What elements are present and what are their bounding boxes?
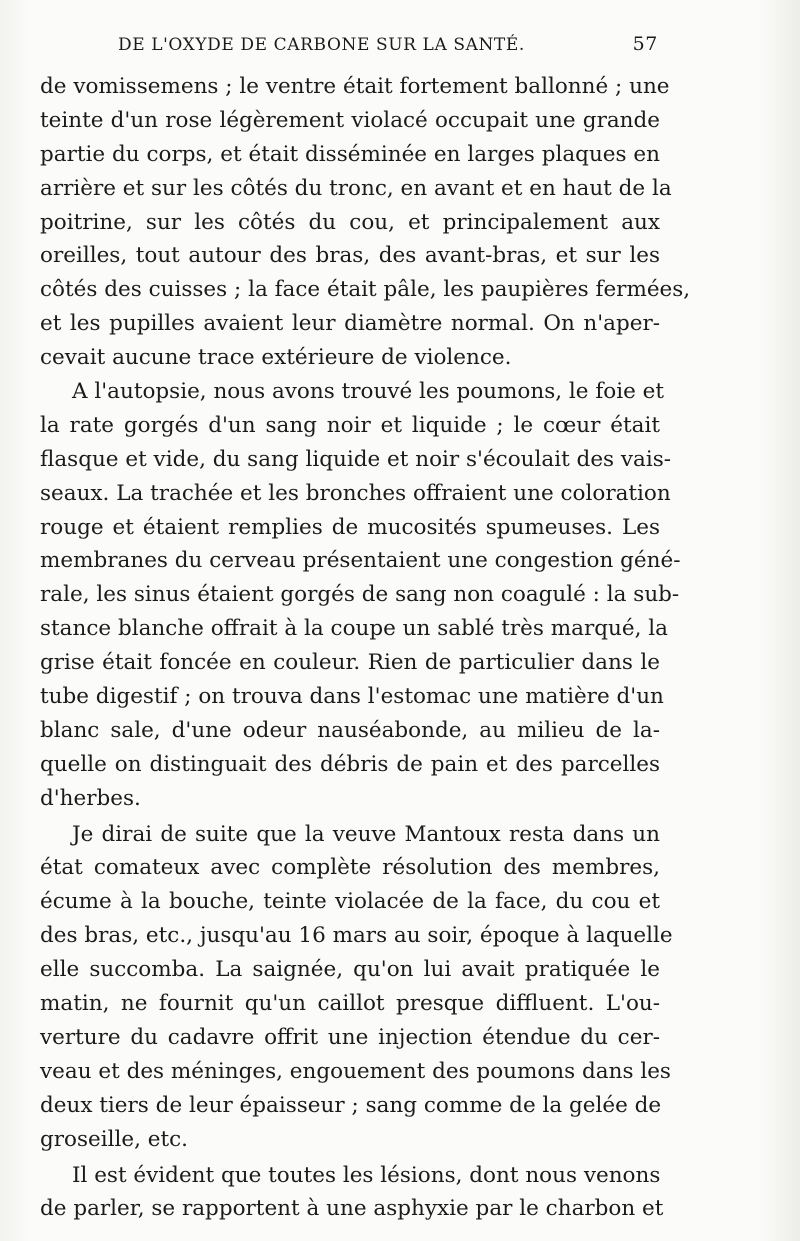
- text-line: état comateux avec complète résolution des membres,: [40, 855, 660, 881]
- text-line: groseille, etc.: [40, 1126, 189, 1152]
- paragraph: [40, 70, 691, 375]
- text-line: A l'autopsie, nous avons trouvé les poumons, le foie et: [72, 379, 665, 405]
- text-line: cevait aucune trace extérieure de violence.: [40, 345, 512, 371]
- text-line: et les pupilles avaient leur diamètre normal. On n'aper-: [40, 311, 660, 337]
- text-line: quelle on distinguait des débris de pain et des parcelles: [40, 751, 660, 777]
- text-line: la rate gorgés d'un sang noir et liquide ; le cœur était: [40, 412, 660, 438]
- page-number: 57: [632, 33, 658, 55]
- paragraph: [40, 818, 673, 1157]
- text-line: rouge et étaient remplies de mucosités spumeuses. Les: [40, 514, 660, 540]
- text-line: verture du cadavre offrit une injection étendue du cer-: [40, 1024, 660, 1050]
- text-line: de vomissemens ; le ventre était fortement ballonné ; une: [40, 74, 670, 99]
- text-line: tube digestif ; on trouva dans l'estomac une matière d'un: [40, 684, 664, 710]
- text-line: arrière et sur les côtés du tronc, en avant et en haut de la: [40, 175, 672, 201]
- text-line: côtés des cuisses ; la face était pâle, les paupières fermées,: [40, 277, 691, 303]
- text-line: flasque et vide, du sang liquide et noir s'écoulait des vais-: [40, 446, 672, 472]
- text-line: écume à la bouche, teinte violacée de la face, du cou et: [40, 889, 660, 915]
- text-line: Il est évident que toutes les lésions, dont nous venons: [72, 1162, 661, 1188]
- text-line: blanc sale, d'une odeur nauséabonde, au milieu de la-: [40, 717, 660, 743]
- text-line: stance blanche offrait à la coupe un sablé très marqué, la: [40, 616, 668, 642]
- text-line: Je dirai de suite que la veuve Mantoux resta dans un: [72, 821, 660, 847]
- running-title: DE L'OXYDE DE CARBONE SUR LA SANTÉ.: [118, 35, 525, 55]
- body-text: [40, 70, 691, 1226]
- running-header: [118, 33, 658, 61]
- text-line: d'herbes.: [40, 785, 141, 811]
- text-line: des bras, etc., jusqu'au 16 mars au soir, époque à laquelle: [40, 923, 673, 949]
- text-line: teinte d'un rose légèrement violacé occupait une grande: [40, 107, 660, 133]
- text-line: de parler, se rapportent à une asphyxie par le charbon et: [40, 1196, 664, 1222]
- text-line: deux tiers de leur épaisseur ; sang comme de la gelée de: [40, 1092, 662, 1118]
- text-line: veau et des méninges, engouement des poumons dans les: [40, 1058, 671, 1084]
- text-line: elle succomba. La saignée, qu'on lui avait pratiquée le: [40, 957, 660, 983]
- text-line: poitrine, sur les côtés du cou, et principalement aux: [40, 209, 660, 235]
- paragraph: [40, 375, 681, 816]
- paragraph: [40, 1159, 664, 1227]
- text-line: matin, ne fournit qu'un caillot presque diffluent. L'ou-: [40, 991, 660, 1017]
- text-line: grise était foncée en couleur. Rien de particulier dans le: [40, 650, 660, 676]
- text-line: membranes du cerveau présentaient une congestion géné-: [40, 548, 681, 574]
- text-line: oreilles, tout autour des bras, des avant-bras, et sur les: [40, 243, 660, 269]
- text-line: seaux. La trachée et les bronches offraient une coloration: [40, 480, 671, 506]
- text-line: partie du corps, et était disséminée en larges plaques en: [40, 141, 660, 167]
- text-line: rale, les sinus étaient gorgés de sang non coagulé : la sub-: [40, 582, 680, 608]
